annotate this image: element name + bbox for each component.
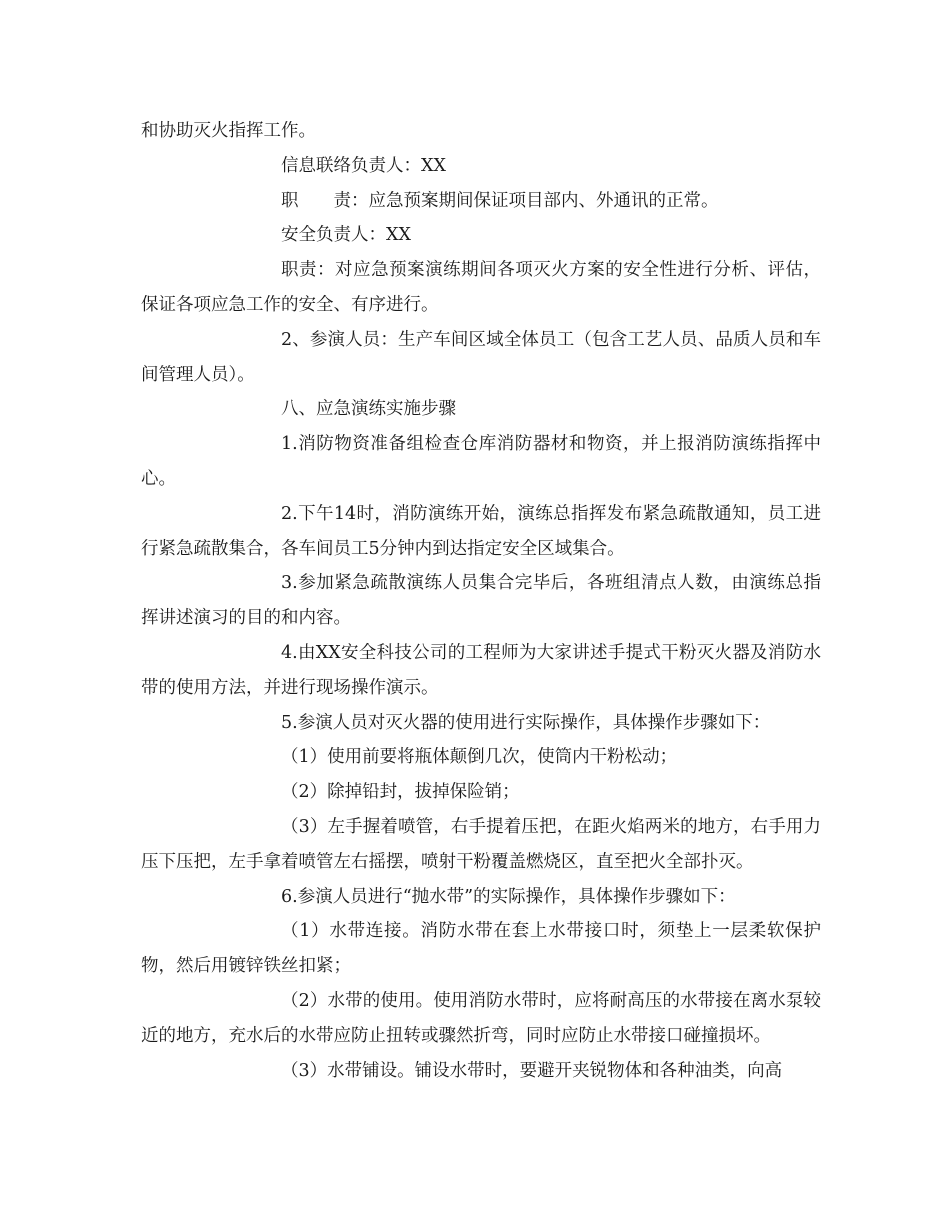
sub-step-item: （2）水带的使用。使用消防水带时，应将耐高压的水带接在离水泵较近的地方，充水后的水带应防止扭转或骤然折弯，同时应防止水带接口碰撞损坏。 [141, 990, 821, 1046]
step-item: 4.由XX安全科技公司的工程师为大家讲述手提式干粉灭火器及消防水带的使用方法，并进行现场操作演示。 [141, 642, 821, 698]
document-body [141, 114, 821, 1088]
paragraph-participants: 2、参演人员：生产车间区域全体员工（包含工艺人员、品质人员和车间管理人员）。 [141, 329, 821, 385]
sub-step-item: （1）水带连接。消防水带在套上水带接口时，须垫上一层柔软保护物，然后用镀锌铁丝扣紧； [141, 921, 821, 977]
sub-step-item: （3）水带铺设。铺设水带时，要避开夹锐物体和各种油类，向高 [281, 1060, 783, 1081]
step-item: 2.下午14时，消防演练开始，演练总指挥发布紧急疏散通知，员工进行紧急疏散集合，各车间员工5分钟内到达指定安全区域集合。 [141, 503, 821, 559]
step-item: 5.参演人员对灭火器的使用进行实际操作，具体操作步骤如下： [281, 712, 771, 733]
paragraph-safety-duty: 职责：对应急预案演练期间各项灭火方案的安全性进行分析、评估，保证各项应急工作的安全、有序进行。 [141, 260, 821, 315]
sub-step-item: （1）使用前要将瓶体颠倒几次，使筒内干粉松动； [281, 747, 678, 768]
sub-step-item: （2）除掉铅封，拔掉保险销； [281, 782, 520, 803]
section-heading: 八、应急演练实施步骤 [281, 399, 456, 420]
paragraph-safety-lead: 安全负责人：XX [281, 225, 411, 246]
sub-step-item: （3）左手握着喷管，右手提着压把，在距火焰两米的地方，右手用力压下压把，左手拿着喷管左右摇摆，喷射干粉覆盖燃烧区，直至把火全部扑灭。 [141, 816, 821, 872]
paragraph-info-duty: 职 责：应急预案期间保证项目部内、外通讯的正常。 [281, 190, 719, 211]
step-item: 1.消防物资准备组检查仓库消防器材和物资，并上报消防演练指挥中心。 [141, 434, 821, 489]
paragraph-info-contact: 信息联络负责人：XX [281, 155, 446, 176]
step-item: 3.参加紧急疏散演练人员集合完毕后，各班组清点人数，由演练总指挥讲述演习的目的和内容。 [141, 573, 821, 629]
step-item: 6.参演人员进行“抛水带”的实际操作，具体操作步骤如下： [281, 886, 736, 907]
paragraph: 和协助灭火指挥工作。 [141, 121, 316, 141]
